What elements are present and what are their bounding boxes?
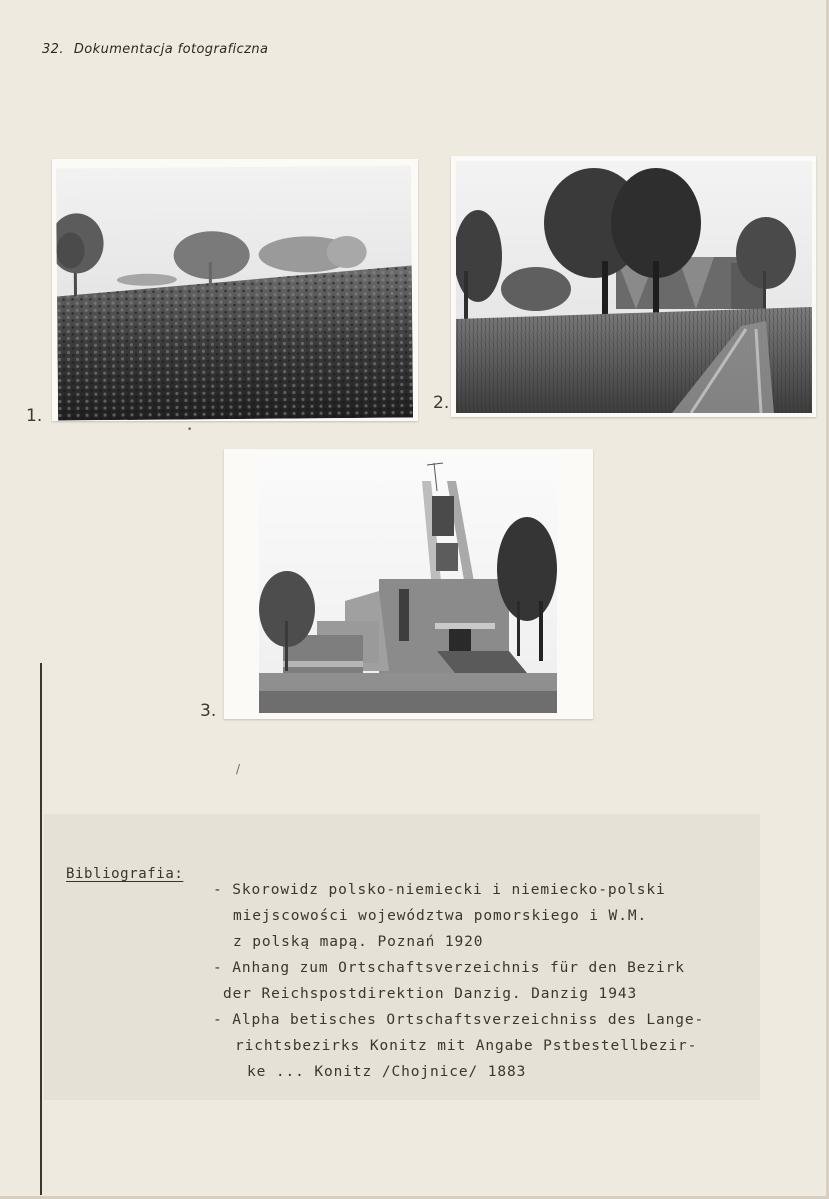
- bibliography-line: miejscowości województwa pomorskiego i W.M.: [233, 908, 648, 924]
- margin-line: [40, 663, 42, 1195]
- bibliography-line: - Skorowidz polsko-niemiecki i niemiecko-polski: [213, 882, 666, 898]
- photo-2-image: [456, 161, 812, 413]
- bibliography-slip: [44, 814, 760, 1100]
- bibliography-line: richtsbezirks Konitz mit Angabe Pstbestellbezir-: [235, 1038, 698, 1054]
- photo-1-number: 1.: [26, 406, 43, 426]
- section-title: Dokumentacja fotograficzna: [73, 42, 269, 57]
- page-header: [42, 42, 268, 57]
- bibliography-line: - Anhang zum Ortschaftsverzeichnis für den Bezirk: [213, 960, 685, 976]
- bibliography-line: der Reichspostdirektion Danzig. Danzig 1943: [223, 986, 638, 1002]
- bibliography-line: ke ... Konitz /Chojnice/ 1883: [247, 1064, 527, 1080]
- photo-2-number: 2.: [433, 393, 450, 413]
- dot-mark: •: [187, 425, 193, 435]
- bibliography-line: z polską mapą. Poznań 1920: [233, 934, 484, 950]
- photo-3: [224, 449, 593, 719]
- photo-1: [52, 159, 418, 421]
- bibliography-line: - Alpha betisches Ortschaftsverzeichniss des Lange-: [213, 1012, 705, 1028]
- photo-2: [451, 156, 816, 417]
- photo-3-number: 3.: [200, 701, 217, 721]
- photo-3-image: [259, 451, 557, 713]
- photo-1-image: [56, 165, 413, 420]
- section-number: 32.: [42, 42, 64, 57]
- pencil-mark: /: [236, 762, 241, 776]
- bibliography-heading: Bibliografia:: [66, 866, 184, 882]
